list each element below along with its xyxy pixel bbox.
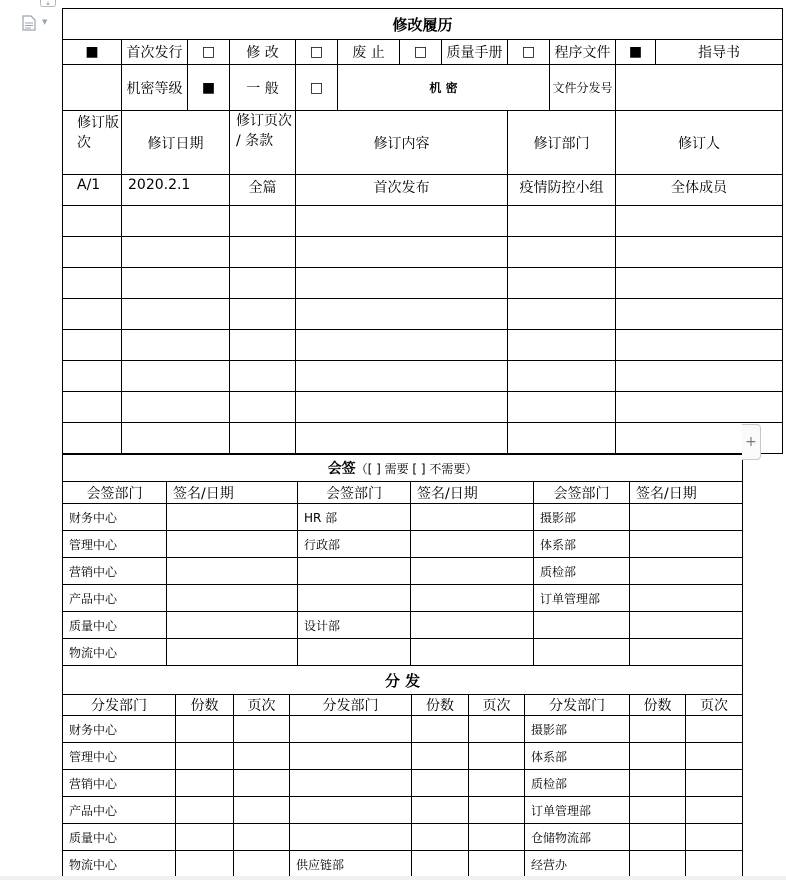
table-cell[interactable] <box>296 206 508 237</box>
secret-confidential-label: 机 密 <box>338 65 550 111</box>
col-header-revision-version: 修订版次 <box>63 111 122 175</box>
table-cell[interactable] <box>63 330 122 361</box>
table-cell[interactable] <box>686 716 743 743</box>
distribution-title: 分 发 <box>63 666 743 695</box>
abolish-label: 废 止 <box>338 40 400 65</box>
table-cell[interactable] <box>122 392 230 423</box>
table-cell[interactable] <box>234 716 290 743</box>
sign-dept-cell <box>534 612 630 639</box>
table-cell[interactable] <box>630 770 686 797</box>
blank-cell <box>63 65 122 111</box>
doc-distribution-no-value[interactable] <box>616 65 783 111</box>
add-button[interactable]: + <box>742 424 761 460</box>
table-cell[interactable] <box>63 423 122 454</box>
col-header-revision-dept: 修订部门 <box>508 111 616 175</box>
table-cell[interactable] <box>63 206 122 237</box>
table-cell[interactable] <box>469 797 525 824</box>
table-cell[interactable] <box>508 392 616 423</box>
dist-dept-cell <box>290 770 412 797</box>
dist-dept-cell <box>290 716 412 743</box>
table-cell[interactable] <box>296 237 508 268</box>
table-cell[interactable] <box>176 770 234 797</box>
table-cell[interactable] <box>508 299 616 330</box>
col-header-revision-page: 修订页次 / 条款 <box>230 111 296 175</box>
table-cell[interactable] <box>230 237 296 268</box>
checkbox-instruction[interactable]: ■ <box>616 40 656 65</box>
table-cell[interactable] <box>167 585 298 612</box>
col-header-revision-date: 修订日期 <box>122 111 230 175</box>
table-cell[interactable] <box>630 531 743 558</box>
table-cell[interactable] <box>630 743 686 770</box>
table-cell[interactable] <box>686 743 743 770</box>
col-header-sign-dept: 会签部门 <box>298 482 411 504</box>
reviser-cell[interactable]: 全体成员 <box>616 175 783 206</box>
table-row <box>63 612 743 639</box>
dist-dept-cell: 仓储物流部 <box>525 824 630 851</box>
document-type-row <box>63 40 783 65</box>
checkbox-procedure-file[interactable]: □ <box>508 40 550 65</box>
table-cell[interactable] <box>63 299 122 330</box>
table-cell[interactable] <box>122 299 230 330</box>
page-edge <box>0 876 786 880</box>
revision-date-cell[interactable]: 2020.2.1 <box>122 175 230 206</box>
sign-dept-cell: 质检部 <box>534 558 630 585</box>
table-cell[interactable] <box>296 330 508 361</box>
sign-dept-cell: 物流中心 <box>63 639 167 666</box>
table-cell[interactable] <box>122 423 230 454</box>
table-cell[interactable] <box>630 612 743 639</box>
table-row <box>63 585 743 612</box>
table-cell[interactable] <box>167 531 298 558</box>
sign-dept-cell: 产品中心 <box>63 585 167 612</box>
col-header-revision-content: 修订内容 <box>296 111 508 175</box>
sign-dept-cell: 管理中心 <box>63 531 167 558</box>
table-cell[interactable] <box>296 392 508 423</box>
table-cell[interactable] <box>412 797 469 824</box>
countersign-header-row <box>63 482 743 504</box>
table-cell[interactable] <box>469 824 525 851</box>
table-cell[interactable] <box>616 268 783 299</box>
revision-header-row <box>63 111 783 175</box>
table-cell[interactable] <box>508 330 616 361</box>
dist-dept-cell: 订单管理部 <box>525 797 630 824</box>
sign-dept-cell: 财务中心 <box>63 504 167 531</box>
countersign-table <box>62 454 743 666</box>
col-header-sign-dept: 会签部门 <box>63 482 167 504</box>
table-cell[interactable] <box>630 824 686 851</box>
table-cell[interactable] <box>176 743 234 770</box>
dist-dept-cell: 营销中心 <box>63 770 176 797</box>
table-row <box>63 206 783 237</box>
table-cell[interactable] <box>296 299 508 330</box>
table-row <box>63 299 783 330</box>
table-cell[interactable] <box>411 612 534 639</box>
table-cell[interactable] <box>230 299 296 330</box>
table-cell[interactable] <box>411 639 534 666</box>
col-header-copies: 份数 <box>176 695 234 716</box>
checkbox-quality-manual[interactable]: □ <box>400 40 442 65</box>
table-cell[interactable] <box>63 392 122 423</box>
table-cell[interactable] <box>122 237 230 268</box>
table-cell[interactable] <box>469 851 525 878</box>
revision-dept-cell[interactable]: 疫情防控小组 <box>508 175 616 206</box>
table-cell[interactable] <box>234 824 290 851</box>
sign-dept-cell: HR 部 <box>298 504 411 531</box>
table-cell[interactable] <box>230 392 296 423</box>
checkbox-abolish[interactable]: □ <box>296 40 338 65</box>
table-cell[interactable] <box>630 716 686 743</box>
table-row <box>63 797 743 824</box>
table-cell[interactable] <box>176 716 234 743</box>
table-cell[interactable] <box>469 770 525 797</box>
col-header-dist-dept: 分发部门 <box>290 695 412 716</box>
dist-dept-cell: 产品中心 <box>63 797 176 824</box>
distribution-header-row <box>63 695 743 716</box>
table-row <box>63 824 743 851</box>
sign-dept-cell <box>534 639 630 666</box>
sign-dept-cell: 体系部 <box>534 531 630 558</box>
col-header-dist-dept: 分发部门 <box>63 695 176 716</box>
table-row <box>63 639 743 666</box>
table-cell[interactable] <box>234 770 290 797</box>
table-cell[interactable] <box>686 770 743 797</box>
dist-dept-cell: 经营办 <box>525 851 630 878</box>
paragraph-anchor-icon[interactable]: ⇣ <box>40 0 56 7</box>
table-row <box>63 330 783 361</box>
table-cell[interactable] <box>411 504 534 531</box>
dist-dept-cell: 质检部 <box>525 770 630 797</box>
secret-level-label: 机密等级 <box>122 65 188 111</box>
revision-content-cell[interactable]: 首次发布 <box>296 175 508 206</box>
table-row <box>63 558 743 585</box>
table-cell[interactable] <box>508 423 616 454</box>
table-cell[interactable] <box>296 268 508 299</box>
dist-dept-cell <box>290 824 412 851</box>
secret-general-label: 一 般 <box>230 65 296 111</box>
procedure-file-label: 程序文件 <box>550 40 616 65</box>
distribution-table <box>62 665 743 878</box>
dist-dept-cell <box>290 743 412 770</box>
table-cell[interactable] <box>630 504 743 531</box>
table-cell[interactable] <box>296 361 508 392</box>
dist-dept-cell <box>290 797 412 824</box>
table-cell[interactable] <box>630 585 743 612</box>
table-cell[interactable] <box>63 268 122 299</box>
table-cell[interactable] <box>63 361 122 392</box>
table-cell[interactable] <box>616 392 783 423</box>
table-cell[interactable] <box>122 361 230 392</box>
table-cell[interactable] <box>630 797 686 824</box>
table-cell[interactable] <box>230 330 296 361</box>
table-cell[interactable] <box>630 851 686 878</box>
table-cell[interactable] <box>122 206 230 237</box>
col-header-sign-date: 签名/日期 <box>630 482 743 504</box>
secret-level-row <box>63 65 783 111</box>
table-cell[interactable] <box>469 716 525 743</box>
table-cell[interactable] <box>412 851 469 878</box>
dist-dept-cell: 物流中心 <box>63 851 176 878</box>
doc-distribution-no-label: 文件分发号 <box>550 65 616 111</box>
table-cell[interactable] <box>630 558 743 585</box>
table-cell[interactable] <box>167 558 298 585</box>
table-cell[interactable] <box>616 237 783 268</box>
modify-label: 修 改 <box>230 40 296 65</box>
table-cell[interactable] <box>412 743 469 770</box>
sign-dept-cell <box>298 585 411 612</box>
table-cell[interactable] <box>176 824 234 851</box>
table-cell[interactable] <box>616 206 783 237</box>
table-cell[interactable] <box>230 206 296 237</box>
table-cell[interactable] <box>686 851 743 878</box>
sign-dept-cell: 行政部 <box>298 531 411 558</box>
chevron-down-icon[interactable]: ▼ <box>42 18 48 26</box>
table-cell[interactable] <box>412 824 469 851</box>
revision-version-cell[interactable]: A/1 <box>63 175 122 206</box>
checkbox-secret-confidential[interactable]: □ <box>296 65 338 111</box>
dist-dept-cell: 财务中心 <box>63 716 176 743</box>
table-cell[interactable] <box>234 851 290 878</box>
checkbox-modify[interactable]: □ <box>188 40 230 65</box>
col-header-reviser: 修订人 <box>616 111 783 175</box>
sign-dept-cell: 摄影部 <box>534 504 630 531</box>
col-header-dist-dept: 分发部门 <box>525 695 630 716</box>
table-row <box>63 851 743 878</box>
revision-history-title: 修改履历 <box>63 9 783 40</box>
countersign-need-options[interactable]: （[ ] 需要 [ ] 不需要） <box>355 462 478 476</box>
checkbox-secret-general[interactable]: ■ <box>188 65 230 111</box>
table-row <box>63 716 743 743</box>
table-cell[interactable] <box>412 716 469 743</box>
document-icon[interactable] <box>22 15 36 31</box>
table-row <box>63 392 783 423</box>
table-cell[interactable] <box>616 299 783 330</box>
table-row <box>63 237 783 268</box>
sign-dept-cell: 设计部 <box>298 612 411 639</box>
first-issue-label: 首次发行 <box>122 40 188 65</box>
countersign-title-cell <box>63 455 743 482</box>
left-margin <box>0 0 62 880</box>
sign-dept-cell: 订单管理部 <box>534 585 630 612</box>
col-header-pages: 页次 <box>686 695 743 716</box>
sign-dept-cell <box>298 558 411 585</box>
sign-dept-cell <box>298 639 411 666</box>
table-cell[interactable] <box>508 237 616 268</box>
table-cell[interactable] <box>411 531 534 558</box>
col-header-pages: 页次 <box>469 695 525 716</box>
col-header-copies: 份数 <box>630 695 686 716</box>
table-row <box>63 504 743 531</box>
table-cell[interactable] <box>234 797 290 824</box>
table-cell[interactable] <box>234 743 290 770</box>
revision-history-table <box>62 8 783 454</box>
sign-dept-cell: 质量中心 <box>63 612 167 639</box>
table-cell[interactable] <box>412 770 469 797</box>
table-cell[interactable] <box>508 361 616 392</box>
table-row <box>63 175 783 206</box>
table-cell[interactable] <box>616 361 783 392</box>
table-cell[interactable] <box>296 423 508 454</box>
table-cell[interactable] <box>686 824 743 851</box>
dist-dept-cell: 体系部 <box>525 743 630 770</box>
table-cell[interactable] <box>167 504 298 531</box>
revision-page-cell[interactable]: 全篇 <box>230 175 296 206</box>
table-row <box>63 770 743 797</box>
col-header-sign-dept: 会签部门 <box>534 482 630 504</box>
table-cell[interactable] <box>411 558 534 585</box>
dist-dept-cell: 摄影部 <box>525 716 630 743</box>
table-row <box>63 361 783 392</box>
table-cell[interactable] <box>616 330 783 361</box>
table-row <box>63 531 743 558</box>
table-cell[interactable] <box>508 268 616 299</box>
countersign-title: 会签 <box>327 461 356 477</box>
table-cell[interactable] <box>167 612 298 639</box>
table-cell[interactable] <box>176 797 234 824</box>
table-cell[interactable] <box>63 237 122 268</box>
table-cell[interactable] <box>122 330 230 361</box>
dist-dept-cell: 管理中心 <box>63 743 176 770</box>
table-cell[interactable] <box>630 639 743 666</box>
table-row <box>63 268 783 299</box>
table-cell[interactable] <box>176 851 234 878</box>
dist-dept-cell: 质量中心 <box>63 824 176 851</box>
checkbox-first-issue[interactable]: ■ <box>63 40 122 65</box>
table-cell[interactable] <box>411 585 534 612</box>
quality-manual-label: 质量手册 <box>442 40 508 65</box>
instruction-label: 指导书 <box>656 40 783 65</box>
dist-dept-cell: 供应链部 <box>290 851 412 878</box>
table-row <box>63 423 783 454</box>
col-header-pages: 页次 <box>234 695 290 716</box>
table-cell[interactable] <box>230 423 296 454</box>
table-cell[interactable] <box>122 268 230 299</box>
table-cell[interactable] <box>469 743 525 770</box>
col-header-sign-date: 签名/日期 <box>167 482 298 504</box>
table-cell[interactable] <box>167 639 298 666</box>
col-header-copies: 份数 <box>412 695 469 716</box>
col-header-sign-date: 签名/日期 <box>411 482 534 504</box>
table-cell[interactable] <box>686 797 743 824</box>
table-cell[interactable] <box>230 361 296 392</box>
table-cell[interactable] <box>230 268 296 299</box>
sign-dept-cell: 营销中心 <box>63 558 167 585</box>
table-row <box>63 743 743 770</box>
table-cell[interactable] <box>508 206 616 237</box>
